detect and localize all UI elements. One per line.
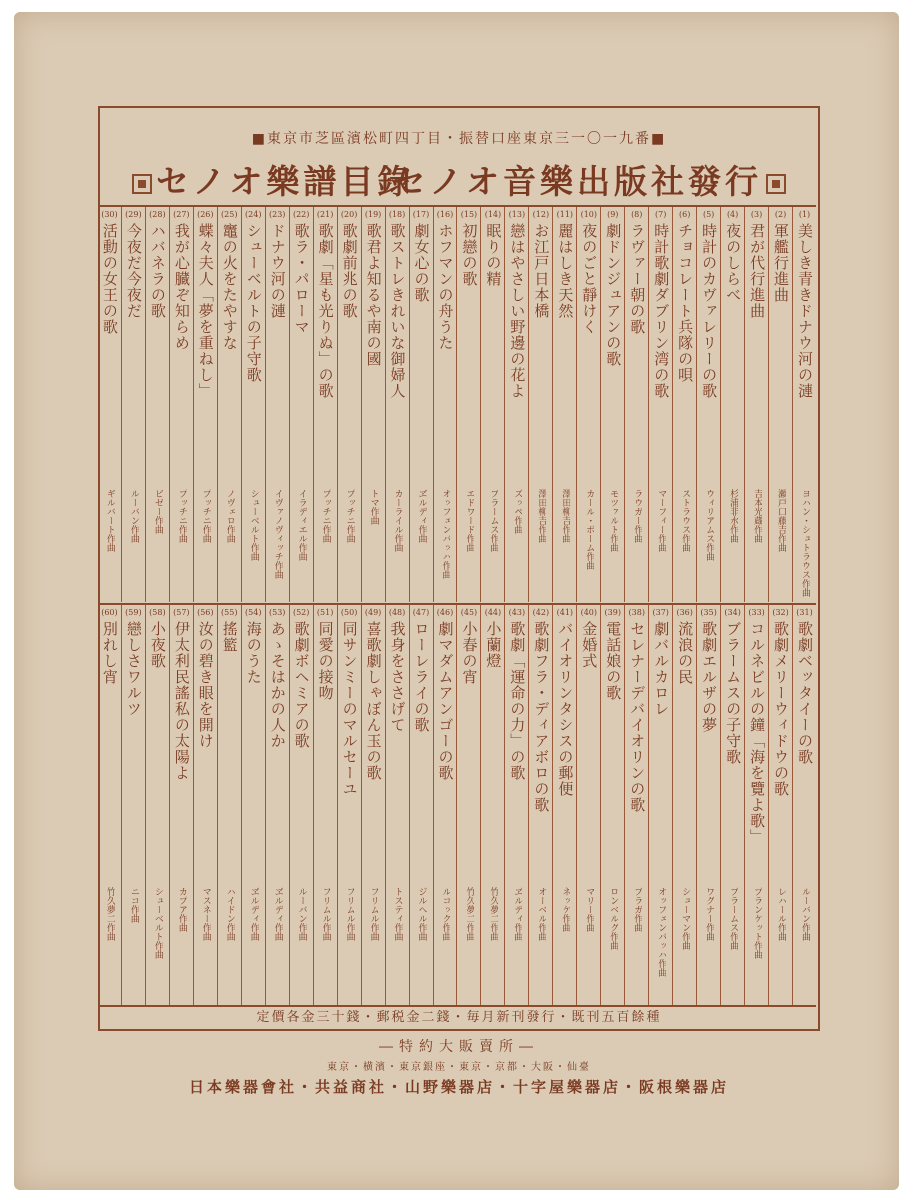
entry-composer: モツァルト作曲 <box>608 489 619 552</box>
catalog-entry <box>217 207 241 602</box>
entry-title: 小春の宵 <box>460 621 479 685</box>
catalog-entry <box>121 605 145 1005</box>
entry-composer: オッフェンバッハ作曲 <box>656 887 667 977</box>
entry-composer: ズッペ作曲 <box>512 489 523 534</box>
entry-number: (43) <box>508 608 526 617</box>
entry-composer: プランケット作曲 <box>752 887 763 959</box>
entry-number: (17) <box>412 210 430 219</box>
entry-composer: ロンベルグ作曲 <box>608 887 619 950</box>
entry-title: 初戀の歌 <box>460 223 479 287</box>
catalog-entry <box>385 605 409 1005</box>
entry-number: (51) <box>316 608 334 617</box>
catalog-entry <box>672 605 696 1005</box>
catalog-entry <box>193 605 217 1005</box>
entry-title: 喜歌劇しゃぼん玉の歌 <box>364 621 383 781</box>
catalog-grid-top <box>98 205 816 602</box>
entry-title: 今夜だ今夜だ <box>124 223 143 319</box>
entry-title: 夜のしらべ <box>724 223 743 303</box>
entry-composer: レハール作曲 <box>776 887 787 941</box>
entry-number: (38) <box>628 608 645 617</box>
entry-composer: 竹久夢二作曲 <box>104 887 115 941</box>
entry-number: (32) <box>772 608 789 617</box>
entry-composer: ハイドン作曲 <box>224 887 235 941</box>
agents-shops: 日本樂器會社・共益商社・山野樂器店・十字屋樂器店・阪根樂器店 <box>188 1078 729 1096</box>
entry-number: (5) <box>702 210 715 219</box>
entry-composer: イヴァノヴィッチ作曲 <box>272 489 283 579</box>
entry-number: (44) <box>484 608 502 617</box>
entry-composer: カプア作曲 <box>176 887 187 932</box>
entry-title: 歌劇「運命の力」の歌 <box>508 621 527 781</box>
entry-number: (35) <box>700 608 717 617</box>
entry-composer: マリー作曲 <box>584 887 595 932</box>
entry-title: チョコレート兵隊の唄 <box>676 223 695 383</box>
entry-composer: ブラームス作曲 <box>488 489 499 552</box>
entry-title: 蝶々夫人「夢を重ねし」 <box>196 223 215 399</box>
agents-heading: ―特約大販賣所― <box>379 1039 539 1055</box>
entry-title: ラヴァー朝の歌 <box>628 223 647 335</box>
entry-number: (56) <box>197 608 214 617</box>
entry-title: 我身をささげて <box>388 621 407 733</box>
catalog-entry <box>289 207 313 602</box>
entry-composer: プッチニ作曲 <box>200 489 211 543</box>
catalog-entry <box>313 605 337 1005</box>
entry-number: (48) <box>388 608 406 617</box>
entry-composer: ヹルディ作曲 <box>416 489 427 543</box>
catalog-entry <box>121 207 145 602</box>
catalog-entry <box>552 207 576 602</box>
entry-title: お江戸日本橋 <box>532 223 551 319</box>
entry-composer: プッチニ作曲 <box>344 489 355 543</box>
entry-number: (1) <box>798 210 811 219</box>
agents-cities: 東京・横濱・東京銀座・東京・京都・大阪・仙臺 <box>327 1062 591 1073</box>
catalog-entry <box>265 207 289 602</box>
catalog-entry <box>169 605 193 1005</box>
entry-number: (23) <box>268 210 286 219</box>
catalog-entry <box>528 207 552 602</box>
entry-number: (30) <box>101 210 118 219</box>
entry-number: (19) <box>364 210 382 219</box>
entry-composer: ルーバン作曲 <box>128 489 139 543</box>
entry-title: コルネビルの鐘「海を覽よ歌」 <box>748 621 767 845</box>
catalog-entry <box>217 605 241 1005</box>
entry-title: 歌ストレきれいな御婦人 <box>388 223 407 399</box>
catalog-entry <box>169 207 193 602</box>
catalog-entry <box>193 207 217 602</box>
entry-number: (27) <box>173 210 190 219</box>
entry-number: (37) <box>652 608 669 617</box>
entry-composer: マスネー作曲 <box>200 887 211 941</box>
entry-title: 汝の碧き眼を開け <box>196 621 215 749</box>
catalog-entry <box>672 207 696 602</box>
entry-number: (42) <box>532 608 550 617</box>
entry-number: (29) <box>125 210 142 219</box>
entry-number: (3) <box>750 210 763 219</box>
entry-title: 劇マダムアンゴーの歌 <box>436 621 455 781</box>
entry-number: (2) <box>774 210 787 219</box>
entry-title: 同サンミーのマルセーユ <box>340 621 359 797</box>
catalog-entry <box>385 207 409 602</box>
entry-title: 我が心臓ぞ知らめ <box>172 223 191 351</box>
entry-title: 小夜歌 <box>148 621 167 669</box>
entry-number: (7) <box>655 210 667 219</box>
entry-composer: ビゼー作曲 <box>152 489 163 534</box>
entry-composer: ノヴェロ作曲 <box>224 489 235 543</box>
entry-composer: ネッケ作曲 <box>560 887 571 932</box>
catalog-entry <box>265 605 289 1005</box>
entry-number: (11) <box>556 210 574 219</box>
entry-composer: 吉本光蔵作曲 <box>752 489 763 543</box>
catalog-entry <box>504 605 528 1005</box>
catalog-entry <box>98 207 121 602</box>
entry-title: 劇女心の歌 <box>412 223 431 303</box>
catalog-entry <box>456 605 480 1005</box>
entry-title: シューベルトの子守歌 <box>244 223 263 383</box>
entry-title: 君が代行進曲 <box>748 223 767 319</box>
entry-composer: ヹルディ作曲 <box>248 887 259 941</box>
entry-composer: ヹルディ作曲 <box>272 887 283 941</box>
entry-number: (49) <box>364 608 382 617</box>
catalog-entry <box>433 605 457 1005</box>
entry-title: ドナウ河の漣 <box>268 223 287 319</box>
catalog-title-text: セノオ樂譜目錄 <box>156 162 415 201</box>
catalog-entry <box>145 207 169 602</box>
catalog-entry <box>456 207 480 602</box>
catalog-entry <box>576 207 600 602</box>
entry-number: (22) <box>292 210 310 219</box>
entry-title: 軍艦行進曲 <box>772 223 791 303</box>
entry-title: 小蘭燈 <box>484 621 503 669</box>
catalog-entry <box>648 207 672 602</box>
entry-number: (21) <box>316 210 334 219</box>
entry-composer: 瀬戸口藤吉作曲 <box>776 489 787 552</box>
entry-number: (18) <box>388 210 406 219</box>
entry-title: 流浪の民 <box>676 621 695 685</box>
entry-composer: ルーバン作曲 <box>296 887 307 941</box>
entry-number: (13) <box>508 210 526 219</box>
entry-composer: 竹久夢二作曲 <box>488 887 499 941</box>
entry-title: 伊太利民謠私の太陽よ <box>172 621 191 781</box>
entry-title: 時計のカヴァレリーの歌 <box>700 223 719 399</box>
catalog-entry <box>600 605 624 1005</box>
entry-number: (36) <box>676 608 693 617</box>
entry-number: (9) <box>607 210 619 219</box>
entry-composer: 竹久夢二作曲 <box>464 887 475 941</box>
entry-number: (45) <box>460 608 478 617</box>
entry-title: バイオリンタシスの郵便 <box>556 621 575 797</box>
entry-title: 歌劇エルザの夢 <box>700 621 719 733</box>
entry-title: あゝそはかの人か <box>268 621 287 749</box>
entry-composer: シューマン作曲 <box>680 887 691 950</box>
catalog-entry <box>768 207 792 602</box>
catalog-entry <box>696 207 720 602</box>
entry-number: (57) <box>173 608 190 617</box>
square-ornament-icon <box>766 174 786 194</box>
catalog-entry <box>720 605 744 1005</box>
entry-title: 金婚式 <box>580 621 599 669</box>
entry-title: 歌劇ボヘミアの歌 <box>292 621 311 749</box>
publisher-address: ■東京市芝區濱松町四丁目・振替口座東京三一〇一九番■ <box>251 131 667 147</box>
entry-title: 歌君よ知るや南の國 <box>364 223 383 367</box>
catalog-entry <box>624 207 648 602</box>
entry-composer: フリムル作曲 <box>368 887 379 941</box>
entry-title: 歌劇「星も光りぬ」の歌 <box>316 223 335 399</box>
entry-title: 劇バルカロレ <box>652 621 671 717</box>
catalog-entry <box>720 207 744 602</box>
catalog-entry <box>744 207 768 602</box>
entry-composer: 澤田柳吉作曲 <box>560 489 571 543</box>
entry-number: (40) <box>580 608 597 617</box>
entry-composer: オッフェンバッハ作曲 <box>440 489 451 579</box>
catalog-entry <box>696 605 720 1005</box>
catalog-entry <box>337 605 361 1005</box>
entry-composer: ルーバン作曲 <box>800 887 811 941</box>
catalog-entry <box>768 605 792 1005</box>
entry-number: (41) <box>556 608 574 617</box>
entry-title: 同愛の接吻 <box>316 621 335 701</box>
entry-composer: ラウガー作曲 <box>632 489 643 543</box>
entry-composer: トマ作曲 <box>368 489 379 525</box>
entry-composer: ギルバート作曲 <box>104 489 115 552</box>
entry-title: ハバネラの歌 <box>148 223 167 319</box>
catalog-entry <box>145 605 169 1005</box>
entry-number: (4) <box>726 210 739 219</box>
entry-composer: プッチニ作曲 <box>320 489 331 543</box>
entry-number: (25) <box>221 210 238 219</box>
entry-composer: ヹルディ作曲 <box>512 887 523 941</box>
entry-title: セレナーデバイオリンの歌 <box>628 621 647 813</box>
entry-title: 美しき青きドナウ河の漣 <box>796 223 815 399</box>
entry-number: (33) <box>748 608 765 617</box>
entry-number: (60) <box>101 608 118 617</box>
entry-composer: イラディエル作曲 <box>296 489 307 561</box>
catalog-title <box>128 156 414 203</box>
entry-composer: カーライル作曲 <box>392 489 403 552</box>
catalog-entry <box>792 207 816 602</box>
catalog-entry <box>624 605 648 1005</box>
entry-title: 搖籃 <box>220 621 239 653</box>
catalog-entry <box>361 605 385 1005</box>
entry-number: (39) <box>604 608 621 617</box>
entry-number: (55) <box>221 608 238 617</box>
entry-number: (26) <box>197 210 214 219</box>
entry-composer: フリムル作曲 <box>320 887 331 941</box>
entry-number: (20) <box>340 210 358 219</box>
entry-title: 時計歌劇ダブリン湾の歌 <box>652 223 671 399</box>
catalog-entry <box>792 605 816 1005</box>
entry-title: 海のうた <box>244 621 263 685</box>
entry-composer: トスティ作曲 <box>392 887 403 941</box>
entry-composer: ルコック作曲 <box>440 887 451 941</box>
entry-title: 劇ドンジュアンの歌 <box>604 223 623 367</box>
title-row <box>98 156 820 200</box>
entry-number: (14) <box>484 210 502 219</box>
entry-composer: ワグナー作曲 <box>704 887 715 941</box>
entry-number: (6) <box>679 210 691 219</box>
entry-title: 歌劇前兆の歌 <box>340 223 359 319</box>
entry-title: 活動の女王の歌 <box>100 223 119 335</box>
catalog-entry <box>600 207 624 602</box>
catalog-grid-bottom <box>98 603 816 1007</box>
entry-number: (28) <box>149 210 166 219</box>
entry-title: ローレライの歌 <box>412 621 431 733</box>
catalog-entry <box>98 605 121 1005</box>
entry-title: 夜のごと靜けく <box>580 223 599 335</box>
entry-composer: ニコ作曲 <box>128 887 139 923</box>
catalog-entry <box>241 207 265 602</box>
entry-composer: マーフィー作曲 <box>656 489 667 552</box>
entry-number: (58) <box>149 608 166 617</box>
entry-number: (15) <box>460 210 478 219</box>
catalog-entry <box>337 207 361 602</box>
entry-title: 戀しさワルツ <box>124 621 143 717</box>
entry-composer: ジルヘル作曲 <box>416 887 427 941</box>
catalog-entry <box>361 207 385 602</box>
catalog-entry <box>289 605 313 1005</box>
catalog-entry <box>313 207 337 602</box>
entry-title: 電話娘の歌 <box>604 621 623 701</box>
entry-title: ホフマンの舟うた <box>436 223 455 351</box>
entry-number: (10) <box>580 210 597 219</box>
entry-number: (53) <box>268 608 286 617</box>
entry-title: 歌劇ベッタイーの歌 <box>796 621 815 765</box>
entry-number: (31) <box>796 608 813 617</box>
catalog-entry <box>576 605 600 1005</box>
catalog-entry <box>528 605 552 1005</box>
entry-composer: カール・ボーム作曲 <box>584 489 595 570</box>
publisher-title <box>393 156 790 203</box>
entry-composer: ブラームス作曲 <box>728 887 739 950</box>
entry-composer: ヨハン・シュトラウス作曲 <box>800 489 811 597</box>
entry-number: (16) <box>436 210 454 219</box>
catalog-entry <box>744 605 768 1005</box>
square-ornament-icon <box>132 174 152 194</box>
catalog-entry <box>241 605 265 1005</box>
catalog-entry <box>409 605 433 1005</box>
entry-number: (24) <box>245 210 262 219</box>
entry-composer: 杉浦非水作曲 <box>728 489 739 543</box>
entry-title: 歌ラ・パローマ <box>292 223 311 335</box>
entry-number: (8) <box>631 210 643 219</box>
entry-number: (34) <box>724 608 741 617</box>
entry-composer: ウィリアムス作曲 <box>704 489 715 561</box>
entry-number: (50) <box>340 608 358 617</box>
entry-composer: エドワード作曲 <box>464 489 475 552</box>
catalog-entry <box>409 207 433 602</box>
publisher-title-text: セノオ音樂出版社發行 <box>392 162 762 201</box>
entry-title: ブラームスの子守歌 <box>724 621 743 765</box>
entry-number: (54) <box>245 608 262 617</box>
catalog-entry <box>504 207 528 602</box>
entry-number: (47) <box>412 608 430 617</box>
entry-title: 別れし宵 <box>100 621 119 685</box>
catalog-entry <box>552 605 576 1005</box>
entry-composer: シューベルト作曲 <box>152 887 163 959</box>
entry-title: 歌劇フラ・ディアボロの歌 <box>532 621 551 813</box>
entry-number: (59) <box>125 608 142 617</box>
entry-number: (52) <box>292 608 310 617</box>
entry-title: 歌劇メリーウィドウの歌 <box>772 621 791 797</box>
catalog-entry <box>480 207 504 602</box>
entry-composer: 澤田柳吉作曲 <box>536 489 547 543</box>
entry-composer: フリムル作曲 <box>344 887 355 941</box>
entry-number: (46) <box>436 608 454 617</box>
entry-title: 戀はやさしい野邊の花よ <box>508 223 527 399</box>
entry-composer: シューベルト作曲 <box>248 489 259 561</box>
entry-title: 竈の火をたやすな <box>220 223 239 351</box>
price-line: 定價各金三十錢・郵税金二錢・毎月新刊發行・既刊五百餘種 <box>256 1010 662 1025</box>
entry-composer: ブラガ作曲 <box>632 887 643 932</box>
entry-title: 眠りの精 <box>484 223 503 287</box>
catalog-entry <box>480 605 504 1005</box>
entry-composer: ストラウス作曲 <box>680 489 691 552</box>
entry-composer: オーベル作曲 <box>536 887 547 941</box>
catalog-entry <box>648 605 672 1005</box>
entry-number: (12) <box>532 210 550 219</box>
catalog-entry <box>433 207 457 602</box>
entry-composer: プッチニ作曲 <box>176 489 187 543</box>
entry-title: 麗はしき天然 <box>556 223 575 319</box>
